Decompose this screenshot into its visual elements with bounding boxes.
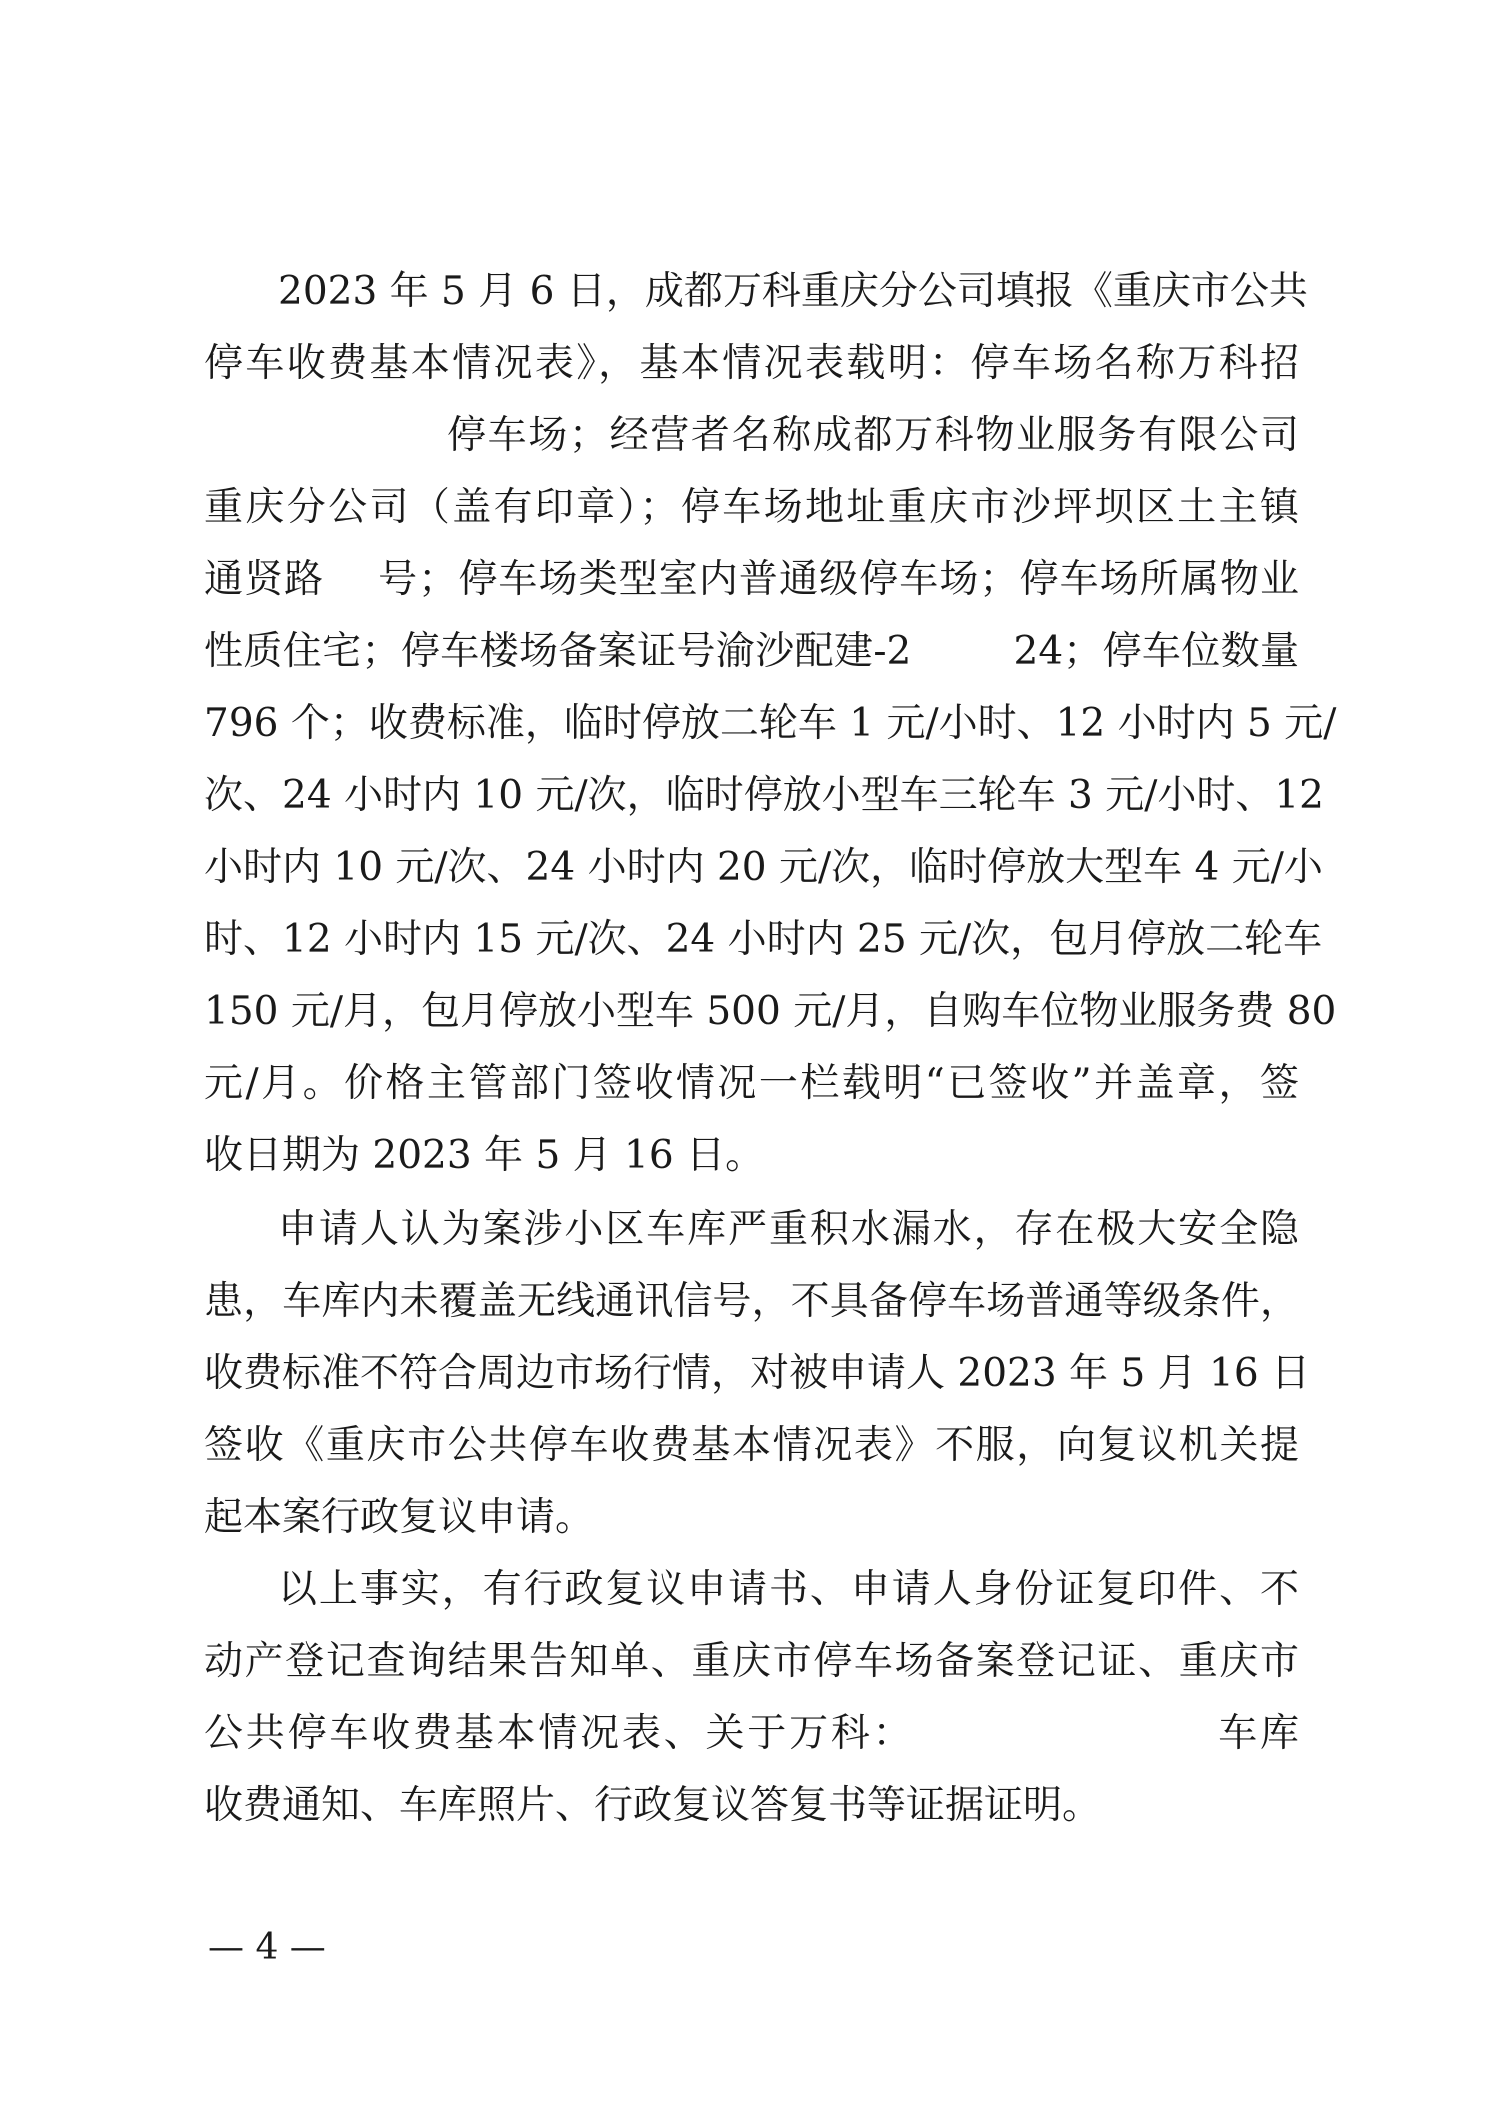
text-line: 收日期为 2023 年 5 月 16 日。 <box>204 1133 765 1178</box>
text-line: 停车收费基本情况表》，基本情况表载明：停车场名称万科招 <box>204 341 1299 386</box>
text-line: 患，车库内未覆盖无线通讯信号，不具备停车场普通等级条件， <box>204 1279 1299 1324</box>
text-line: 次、24 小时内 10 元/次，临时停放小型车三轮车 3 元/小时、12 <box>204 773 1324 818</box>
text-line: 收费标准不符合周边市场行情，对被申请人 2023 年 5 月 16 日 <box>204 1351 1311 1396</box>
text-line: 申请人认为案涉小区车库严重积水漏水，存在极大安全隐 <box>278 1207 1299 1252</box>
text-line: 150 元/月，包月停放小型车 500 元/月，自购车位物业服务费 80 <box>204 989 1337 1034</box>
text-line: 796 个；收费标准，临时停放二轮车 1 元/小时、12 小时内 5 元/ <box>204 701 1337 746</box>
text-line: 通贤路 号；停车场类型室内普通级停车场；停车场所属物业 <box>204 557 1299 602</box>
text-line: 以上事实，有行政复议申请书、申请人身份证复印件、不 <box>278 1567 1299 1612</box>
text-line: 起本案行政复议申请。 <box>204 1495 595 1540</box>
text-line: 时、12 小时内 15 元/次、24 小时内 25 元/次，包月停放二轮车 <box>204 917 1323 962</box>
text-line: 小时内 10 元/次、24 小时内 20 元/次，临时停放大型车 4 元/小 <box>204 845 1323 890</box>
text-line: 元/月。价格主管部门签收情况一栏载明“已签收”并盖章，签 <box>204 1061 1299 1106</box>
text-line: 签收《重庆市公共停车收费基本情况表》不服，向复议机关提 <box>204 1423 1299 1468</box>
text-line: 停车场；经营者名称成都万科物业服务有限公司 <box>447 413 1299 458</box>
text-line: 重庆分公司（盖有印章）；停车场地址重庆市沙坪坝区土主镇 <box>204 485 1299 530</box>
text-line: 公共停车收费基本情况表、关于万科： 车库 <box>204 1711 1299 1756</box>
text-line: 性质住宅；停车楼场备案证号渝沙配建-2 24；停车位数量 <box>204 629 1299 674</box>
page-number: — 4 — <box>208 1927 326 1968</box>
text-line: 动产登记查询结果告知单、重庆市停车场备案登记证、重庆市 <box>204 1639 1299 1684</box>
text-line: 收费通知、车库照片、行政复议答复书等证据证明。 <box>204 1783 1102 1828</box>
text-line: 2023 年 5 月 6 日，成都万科重庆分公司填报《重庆市公共 <box>278 269 1308 314</box>
